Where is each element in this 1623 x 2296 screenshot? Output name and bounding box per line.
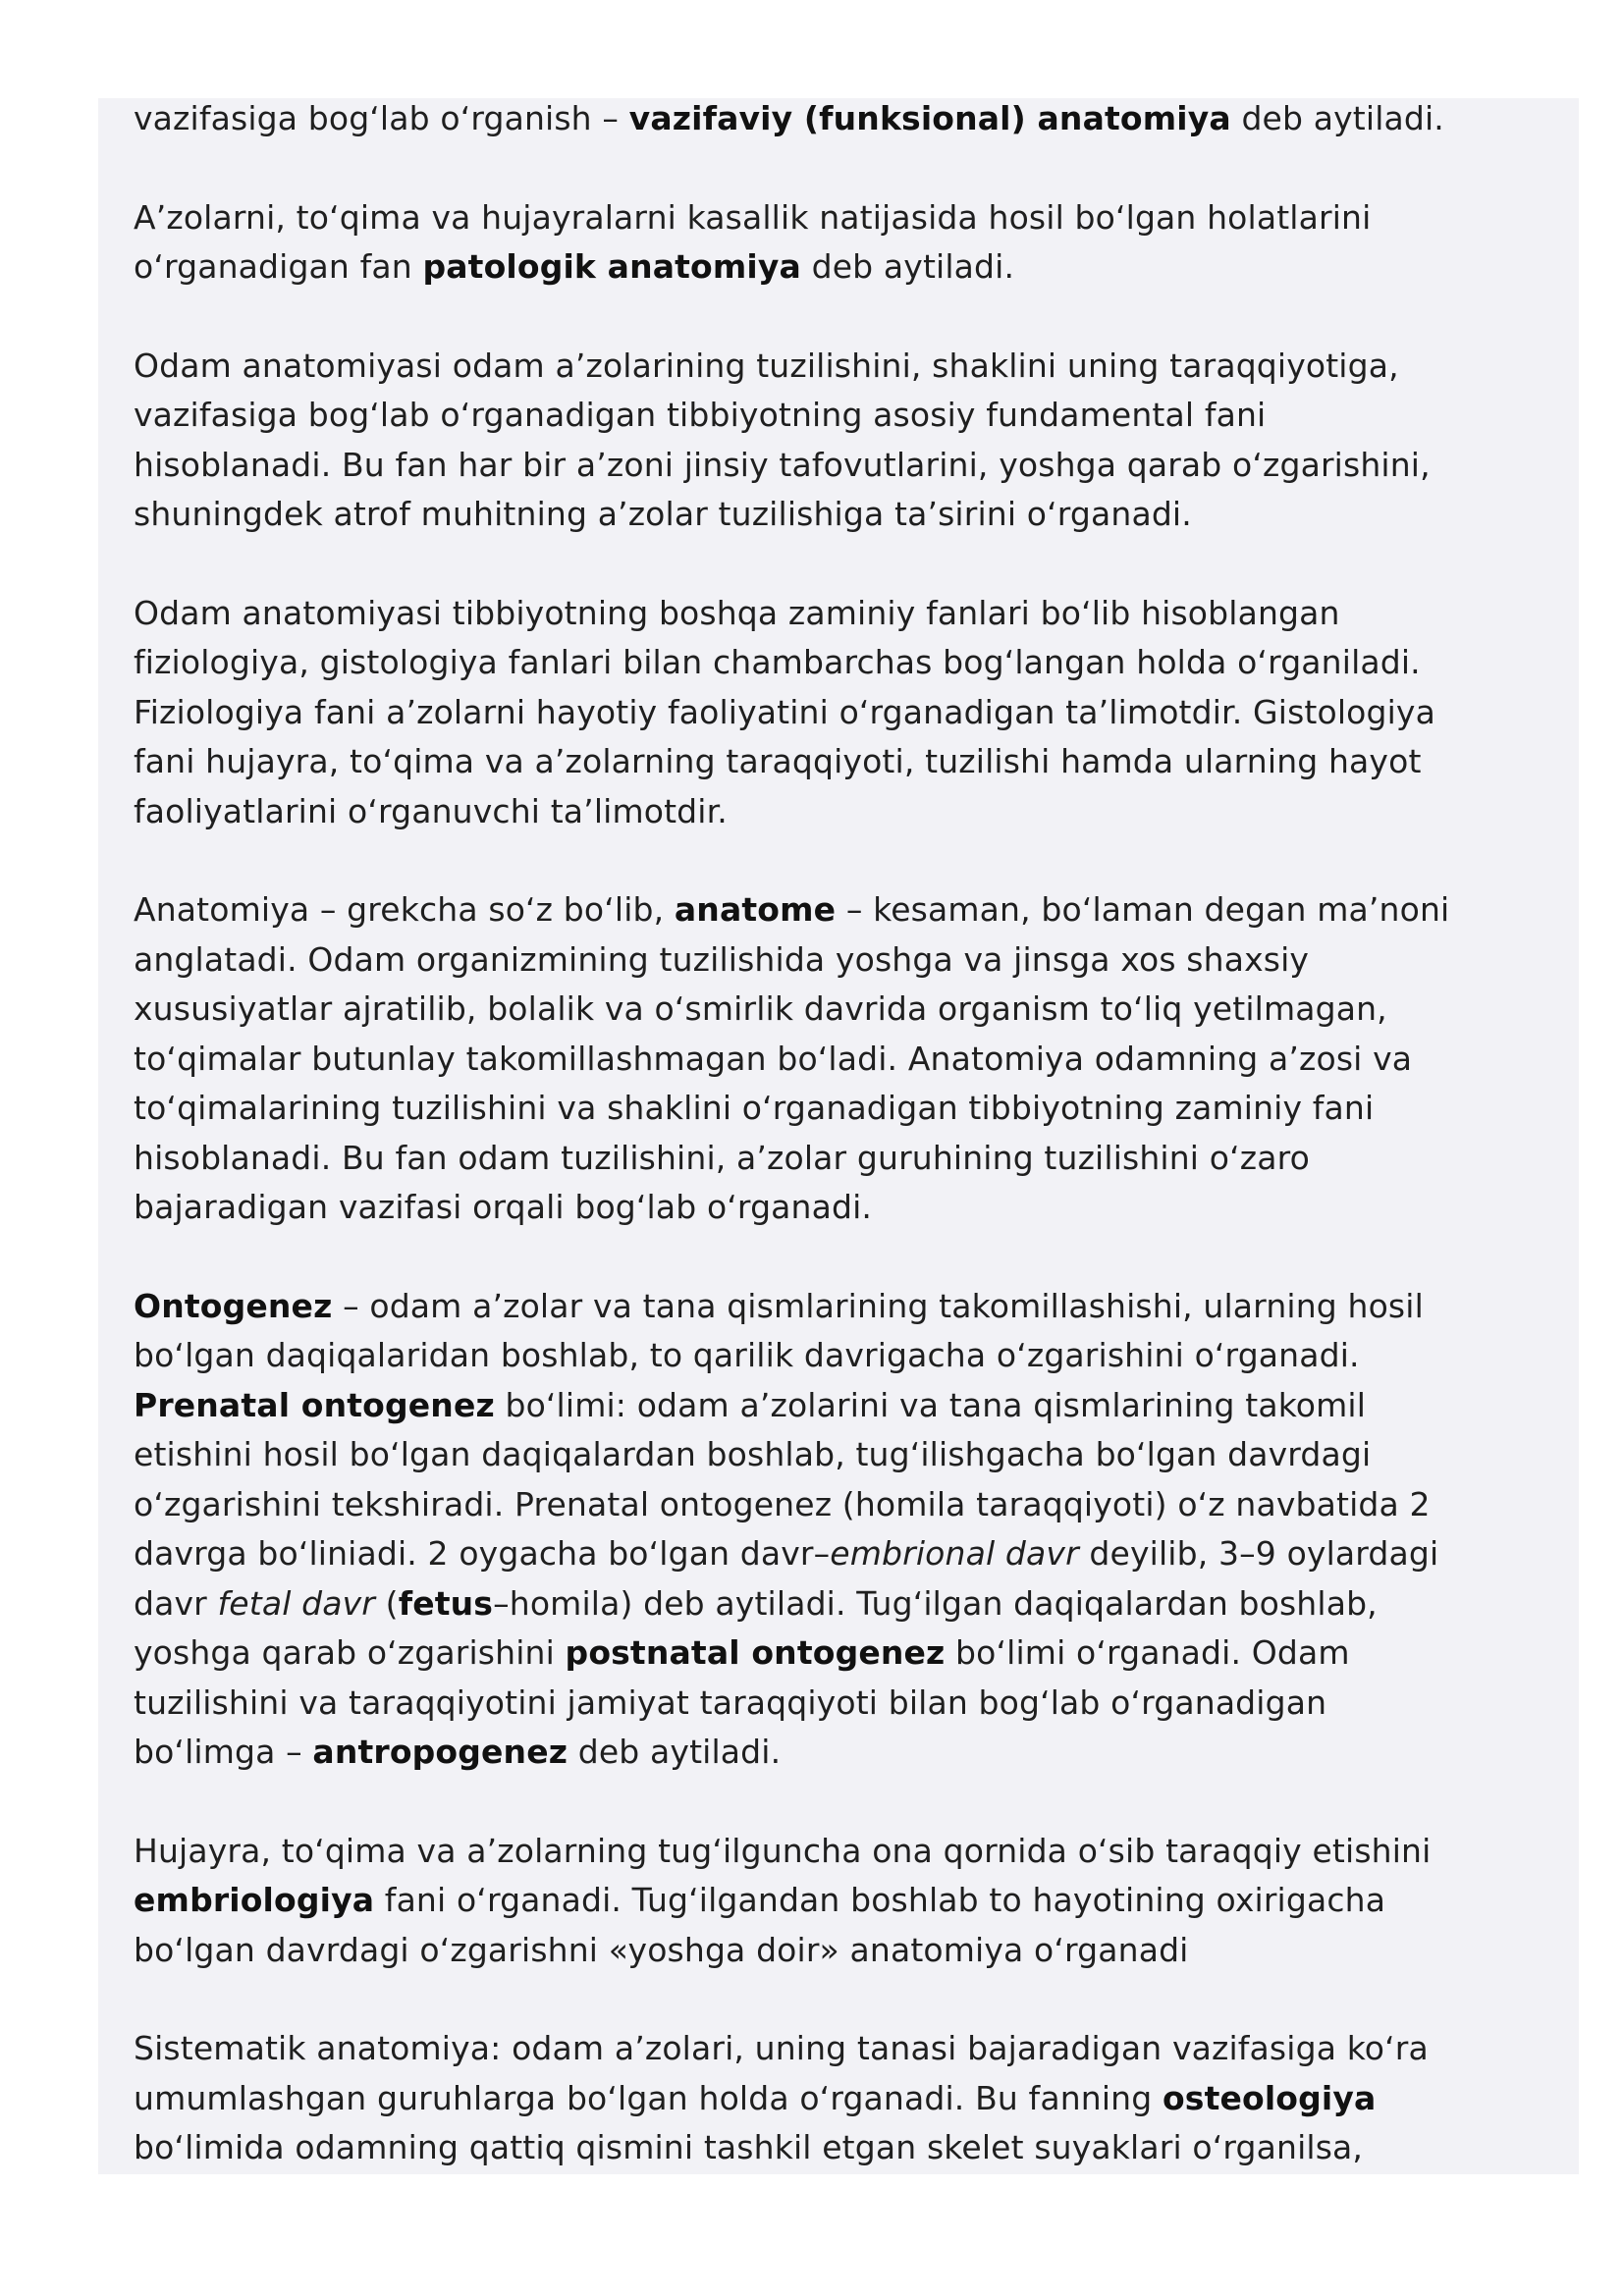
text-run: davrga bo‘liniadi. 2 oygacha bo‘lgan davr– <box>134 1534 831 1573</box>
text-line <box>134 1183 1547 1233</box>
text-run: to‘qimalarining tuzilishini va shaklini o‘rganadigan tibbiyotning zaminiy fani <box>134 1089 1375 1127</box>
text-run: Sistematik anatomiya: odam a’zolari, uning tanasi bajaradigan vazifasiga ko‘ra <box>134 2029 1429 2067</box>
text-run: bo‘limi: odam a’zolarini va tana qismlarining takomil <box>494 1385 1367 1424</box>
text-line <box>134 985 1547 1035</box>
bold-term: postnatal ontogenez <box>565 1633 946 1672</box>
text-run: deb aytiladi. <box>1230 99 1444 137</box>
text-line <box>134 193 1547 243</box>
text-run: vazifasiga bog‘lab o‘rganadigan tibbiyotning asosiy fundamental fani <box>134 396 1267 434</box>
text-run: fani o‘rganadi. Tug‘ilgandan boshlab to hayotining oxirigacha <box>374 1881 1386 1919</box>
paragraph <box>134 342 1547 540</box>
text-line <box>134 1134 1547 1184</box>
text-run: –homila) deb aytiladi. Tug‘ilgan daqiqalardan boshlab, <box>493 1583 1378 1623</box>
text-line <box>134 1579 1547 1629</box>
text-line <box>134 1480 1547 1530</box>
bold-term: osteologiya <box>1162 2078 1377 2117</box>
text-run: bo‘lgan davrdagi o‘zgarishni «yoshga doir» anatomiya o‘rganadi <box>134 1930 1189 1969</box>
text-run: etishini hosil bo‘lgan daqiqalardan boshlab, tug‘ilishgacha bo‘lgan davrdagi <box>134 1435 1372 1473</box>
text-run: Anatomiya – grekcha so‘z bo‘lib, <box>134 890 675 929</box>
bold-term: antropogenez <box>312 1733 568 1771</box>
text-run: bajaradigan vazifasi orqali bog‘lab o‘rganadi. <box>134 1188 873 1226</box>
text-line <box>134 1282 1547 1332</box>
text-line <box>134 1728 1547 1778</box>
text-run: fani hujayra, to‘qima va a’zolarning taraqqiyoti, tuzilishi hamda ularning hayot <box>134 742 1422 780</box>
text-line <box>134 342 1547 392</box>
paragraph <box>134 94 1547 144</box>
text-run: faoliyatlarini o‘rganuvchi ta’limotdir. <box>134 791 728 830</box>
text-line <box>134 1331 1547 1381</box>
text-run: o‘zgarishini tekshiradi. Prenatal ontogenez (homila taraqqiyoti) o‘z navbatida 2 <box>134 1484 1431 1523</box>
text-line <box>134 242 1547 293</box>
text-run: – odam a’zolar va tana qismlarining takomillashishi, ularning hosil <box>332 1286 1424 1325</box>
text-run: hisoblanadi. Bu fan har bir a’zoni jinsiy tafovutlarini, yoshga qarab o‘zgarishini, <box>134 445 1431 484</box>
text-line <box>134 490 1547 540</box>
bold-term: Prenatal ontogenez <box>134 1385 495 1424</box>
text-run: bo‘lgan daqiqalaridan boshlab, to qarilik davrigacha o‘zgarishini o‘rganadi. <box>134 1336 1360 1374</box>
text-line <box>134 441 1547 491</box>
text-line <box>134 1529 1547 1579</box>
text-line <box>134 935 1547 986</box>
text-run: hisoblanadi. Bu fan odam tuzilishini, a’zolar guruhining tuzilishini o‘zaro <box>134 1138 1310 1177</box>
text-line <box>134 1035 1547 1085</box>
text-line <box>134 1679 1547 1729</box>
text-run: deb aytiladi. <box>800 247 1015 286</box>
text-run: bo‘limida odamning qattiq qismini tashkil etgan skelet suyaklari o‘rganilsa, <box>134 2128 1364 2166</box>
text-run: bo‘limga – <box>134 1733 313 1771</box>
italic-term: fetal davr <box>217 1583 376 1623</box>
text-run: vazifasiga bog‘lab o‘rganish – <box>134 99 629 137</box>
bold-term: Ontogenez <box>134 1286 333 1325</box>
text-line <box>134 737 1547 787</box>
text-line <box>134 1084 1547 1134</box>
text-line <box>134 2024 1547 2074</box>
paragraph <box>134 589 1547 837</box>
text-run: deyilib, 3–9 oylardagi <box>1078 1534 1439 1573</box>
text-line <box>134 688 1547 738</box>
text-line <box>134 1381 1547 1431</box>
text-run: Hujayra, to‘qima va a’zolarning tug‘ilguncha ona qornida o‘sib taraqqiy etishini <box>134 1831 1432 1870</box>
text-line <box>134 787 1547 837</box>
text-run: A’zolarni, to‘qima va hujayralarni kasallik natijasida hosil bo‘lgan holatlarini <box>134 197 1372 237</box>
text-line <box>134 1926 1547 1976</box>
text-run: tuzilishini va taraqqiyotini jamiyat taraqqiyoti bilan bog‘lab o‘rganadigan <box>134 1682 1327 1722</box>
text-line <box>134 2123 1547 2173</box>
italic-term: embrional davr <box>830 1534 1079 1573</box>
text-line <box>134 94 1547 144</box>
text-line <box>134 1430 1547 1480</box>
document-body <box>134 94 1547 2173</box>
paragraph <box>134 1282 1547 1778</box>
text-run: Fiziologiya fani a’zolarni hayotiy faoliyatini o‘rganadigan ta’limotdir. Gistologiya <box>134 692 1435 731</box>
bold-term: anatome <box>674 890 837 929</box>
text-line <box>134 2074 1547 2124</box>
bold-term: vazifaviy (funksional) anatomiya <box>628 99 1231 137</box>
text-run: yoshga qarab o‘zgarishini <box>134 1633 566 1672</box>
text-run: fiziologiya, gistologiya fanlari bilan chambarchas bog‘langan holda o‘rganiladi. <box>134 643 1421 681</box>
text-run: Odam anatomiyasi odam a’zolarining tuzilishini, shaklini uning taraqqiyotiga, <box>134 346 1399 385</box>
bold-term: embriologiya <box>134 1881 375 1919</box>
text-run: Odam anatomiyasi tibbiyotning boshqa zaminiy fanlari bo‘lib hisoblangan <box>134 593 1340 632</box>
text-line <box>134 391 1547 441</box>
text-run: bo‘limi o‘rganadi. Odam <box>945 1633 1350 1672</box>
paragraph <box>134 1827 1547 1976</box>
text-line <box>134 1629 1547 1679</box>
text-run: o‘rganadigan fan <box>134 247 423 286</box>
text-run: anglatadi. Odam organizmining tuzilishida yoshga va jinsga xos shaxsiy <box>134 939 1310 979</box>
paragraph <box>134 193 1547 293</box>
bold-term: patologik anatomiya <box>422 247 801 286</box>
text-run: – kesaman, bo‘laman degan ma’noni <box>836 890 1450 929</box>
text-run: deb aytiladi. <box>568 1733 782 1771</box>
text-run: shuningdek atrof muhitning a’zolar tuzilishiga ta’sirini o‘rganadi. <box>134 495 1192 533</box>
bold-term: fetus <box>398 1583 494 1623</box>
paragraph <box>134 885 1547 1233</box>
text-run: ( <box>375 1583 399 1623</box>
text-run: xususiyatlar ajratilib, bolalik va o‘smirlik davrida organism to‘liq yetilmagan, <box>134 989 1387 1028</box>
text-line <box>134 1876 1547 1926</box>
text-line <box>134 638 1547 688</box>
text-run: davr <box>134 1583 218 1623</box>
paragraph <box>134 2024 1547 2173</box>
text-line <box>134 885 1547 935</box>
text-run: umumlashgan guruhlarga bo‘lgan holda o‘rganadi. Bu fanning <box>134 2078 1163 2117</box>
text-line <box>134 589 1547 639</box>
text-run: to‘qimalar butunlay takomillashmagan bo‘ladi. Anatomiya odamning a’zosi va <box>134 1039 1413 1078</box>
text-line <box>134 1827 1547 1877</box>
